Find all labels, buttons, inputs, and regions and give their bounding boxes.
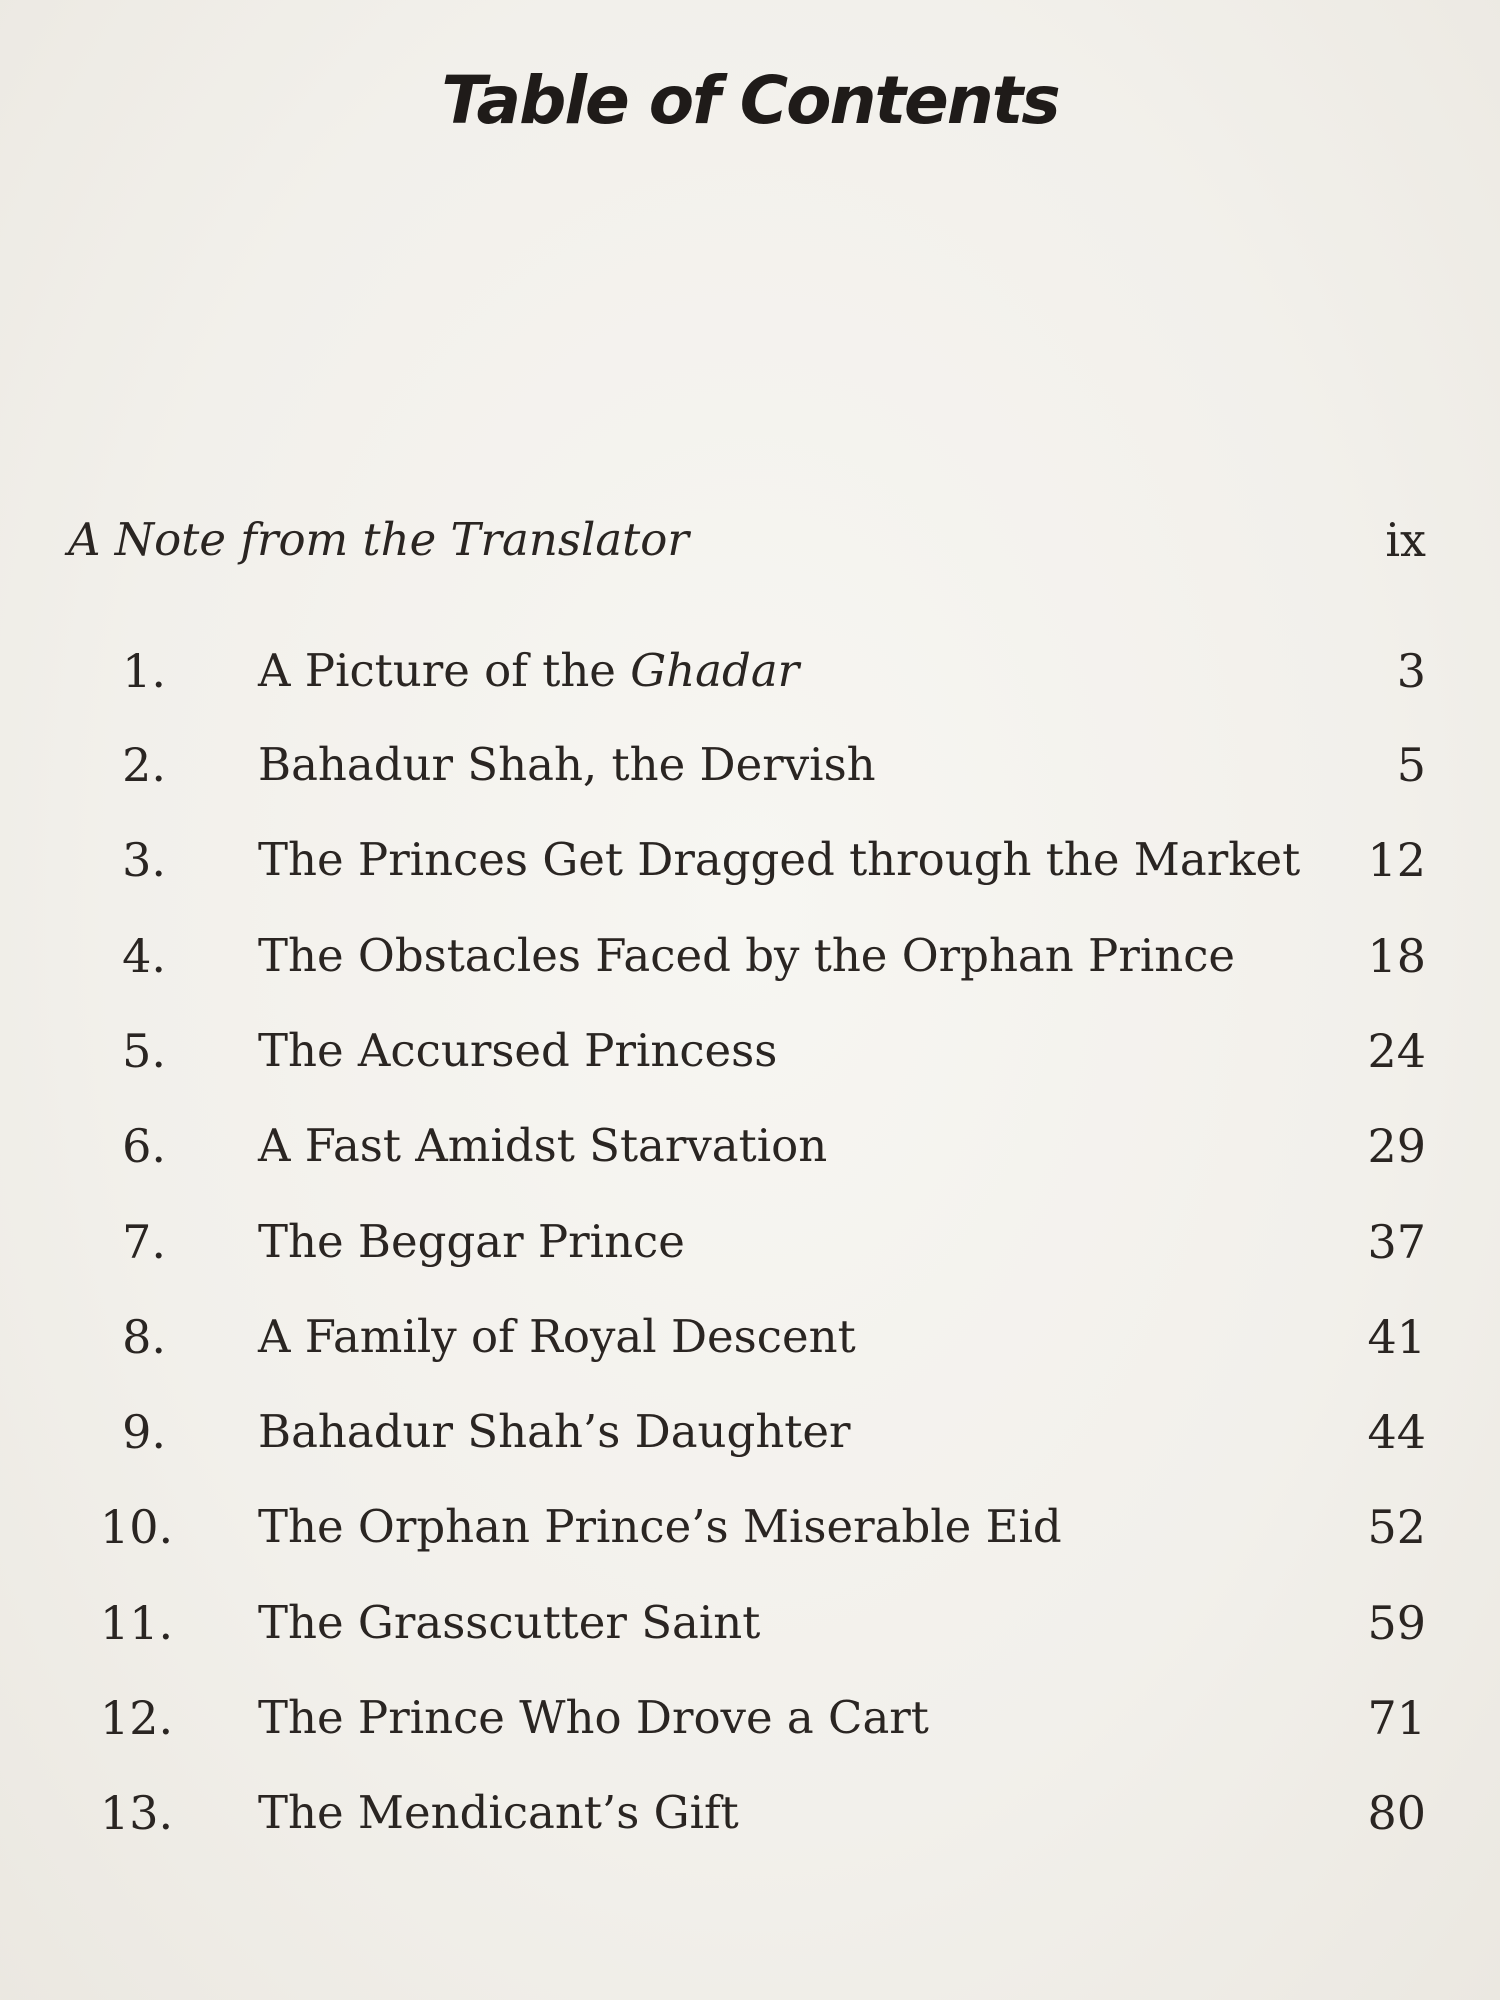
entry-page-number: 18	[1367, 929, 1426, 983]
entry-title: The Obstacles Faced by the Orphan Prince	[258, 929, 1236, 982]
chapter-number: 7.	[122, 1215, 166, 1269]
chapter-number: 2.	[122, 738, 166, 792]
page-title: Table of Contents	[441, 62, 1059, 139]
entry-title: Bahadur Shah’s Daughter	[258, 1405, 851, 1458]
chapter-number: 10.	[100, 1500, 174, 1554]
entry-page-number: 71	[1367, 1691, 1426, 1745]
chapter-number: 5.	[122, 1024, 166, 1078]
toc-entry-6[interactable]	[0, 1111, 1500, 1181]
toc-entry-4[interactable]	[0, 921, 1500, 991]
entry-title: A Note from the Translator	[68, 513, 689, 566]
entry-page-number: 59	[1367, 1596, 1426, 1650]
entry-page-number: 24	[1367, 1024, 1426, 1078]
entry-page-number: 3	[1396, 644, 1426, 698]
chapter-number: 9.	[122, 1405, 166, 1459]
entry-title: The Mendicant’s Gift	[258, 1786, 739, 1839]
entry-title: The Beggar Prince	[258, 1215, 685, 1268]
entry-page-number: 12	[1367, 833, 1426, 887]
chapter-number: 13.	[100, 1786, 174, 1840]
entry-page-number: 37	[1367, 1215, 1426, 1269]
toc-entry-translator-note[interactable]	[0, 505, 1500, 575]
entry-page-number: ix	[1385, 513, 1426, 567]
entry-title: A Family of Royal Descent	[258, 1310, 856, 1363]
toc-entry-11[interactable]	[0, 1588, 1500, 1658]
toc-entry-5[interactable]	[0, 1016, 1500, 1086]
chapter-number: 8.	[122, 1310, 166, 1364]
entry-title: Bahadur Shah, the Dervish	[258, 738, 876, 791]
entry-page-number: 29	[1367, 1119, 1426, 1173]
entry-page-number: 41	[1367, 1310, 1426, 1364]
chapter-number: 3.	[122, 833, 166, 887]
toc-entry-7[interactable]	[0, 1207, 1500, 1277]
entry-title-italic: Ghadar	[630, 644, 800, 697]
entry-title: The Accursed Princess	[258, 1024, 778, 1077]
toc-entry-9[interactable]	[0, 1397, 1500, 1467]
toc-entry-2[interactable]	[0, 730, 1500, 800]
entry-title: The Grasscutter Saint	[258, 1596, 761, 1649]
chapter-number: 6.	[122, 1119, 166, 1173]
entry-page-number: 80	[1367, 1786, 1426, 1840]
toc-entry-1[interactable]	[0, 636, 1500, 706]
entry-page-number: 5	[1396, 738, 1426, 792]
toc-entry-8[interactable]	[0, 1302, 1500, 1372]
chapter-number: 12.	[100, 1691, 174, 1745]
entry-title: A Fast Amidst Starvation	[258, 1119, 828, 1172]
chapter-number: 4.	[122, 929, 166, 983]
entry-title: The Prince Who Drove a Cart	[258, 1691, 929, 1744]
entry-page-number: 44	[1367, 1405, 1426, 1459]
toc-entry-12[interactable]	[0, 1683, 1500, 1753]
toc-entry-10[interactable]	[0, 1492, 1500, 1562]
chapter-number: 11.	[100, 1596, 174, 1650]
entry-title: The Orphan Prince’s Miserable Eid	[258, 1500, 1062, 1553]
entry-page-number: 52	[1367, 1500, 1426, 1554]
toc-entry-13[interactable]	[0, 1778, 1500, 1848]
entry-title: The Princes Get Dragged through the Market	[258, 833, 1301, 886]
chapter-number: 1.	[122, 644, 166, 698]
entry-title: A Picture of the Ghadar	[258, 644, 800, 697]
toc-entry-3[interactable]	[0, 825, 1500, 895]
